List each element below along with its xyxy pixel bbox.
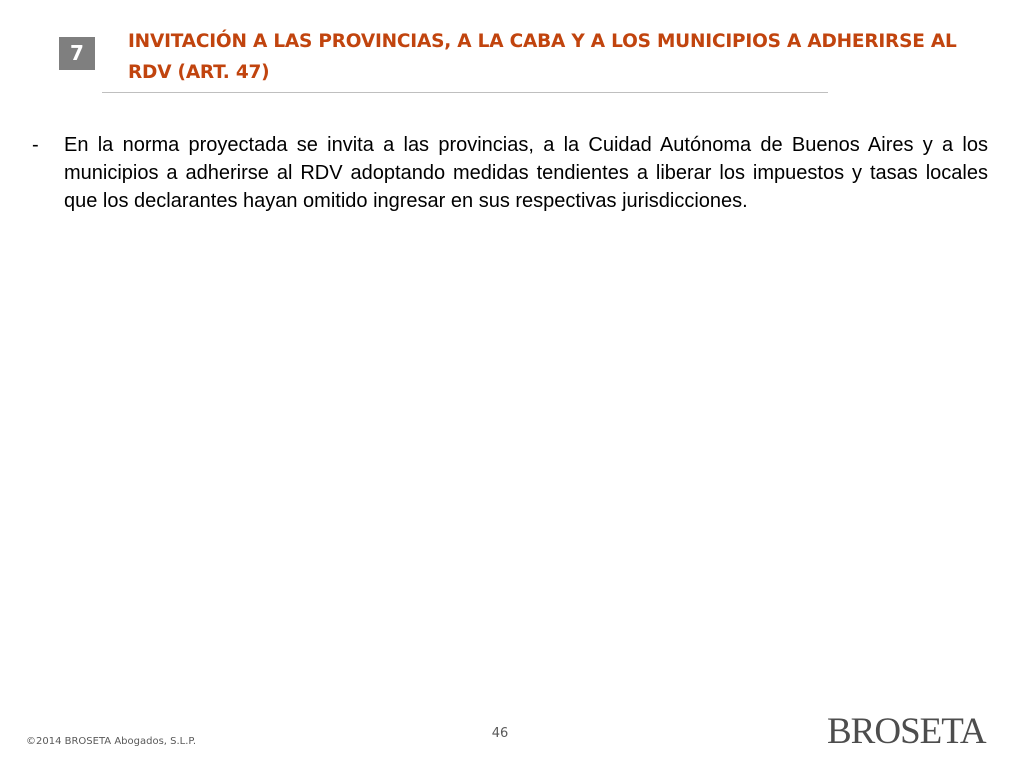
section-number-badge: 7	[59, 37, 95, 70]
bullet-text: En la norma proyectada se invita a las provincias, a la Cuidad Autónoma de Buenos Aires y a los municipios a adherirse al RDV adoptando medidas tendientes a liberar los impuestos y tasas locales que los declarantes hayan omitido ingresar en sus respectivas jurisdicciones.	[64, 134, 988, 212]
copyright-notice: ©2014 BROSETA Abogados, S.L.P.	[26, 736, 197, 747]
bullet-marker: -	[32, 134, 39, 156]
title-divider	[102, 92, 828, 93]
page-number: 46	[491, 726, 509, 741]
bullet-list	[28, 131, 988, 215]
bullet-item	[28, 131, 988, 215]
broseta-logo: BROSETA	[827, 711, 986, 752]
slide-title: INVITACIÓN A LAS PROVINCIAS, A LA CABA Y A LOS MUNICIPIOS A ADHERIRSE AL RDV (ART. 47)	[128, 31, 957, 83]
